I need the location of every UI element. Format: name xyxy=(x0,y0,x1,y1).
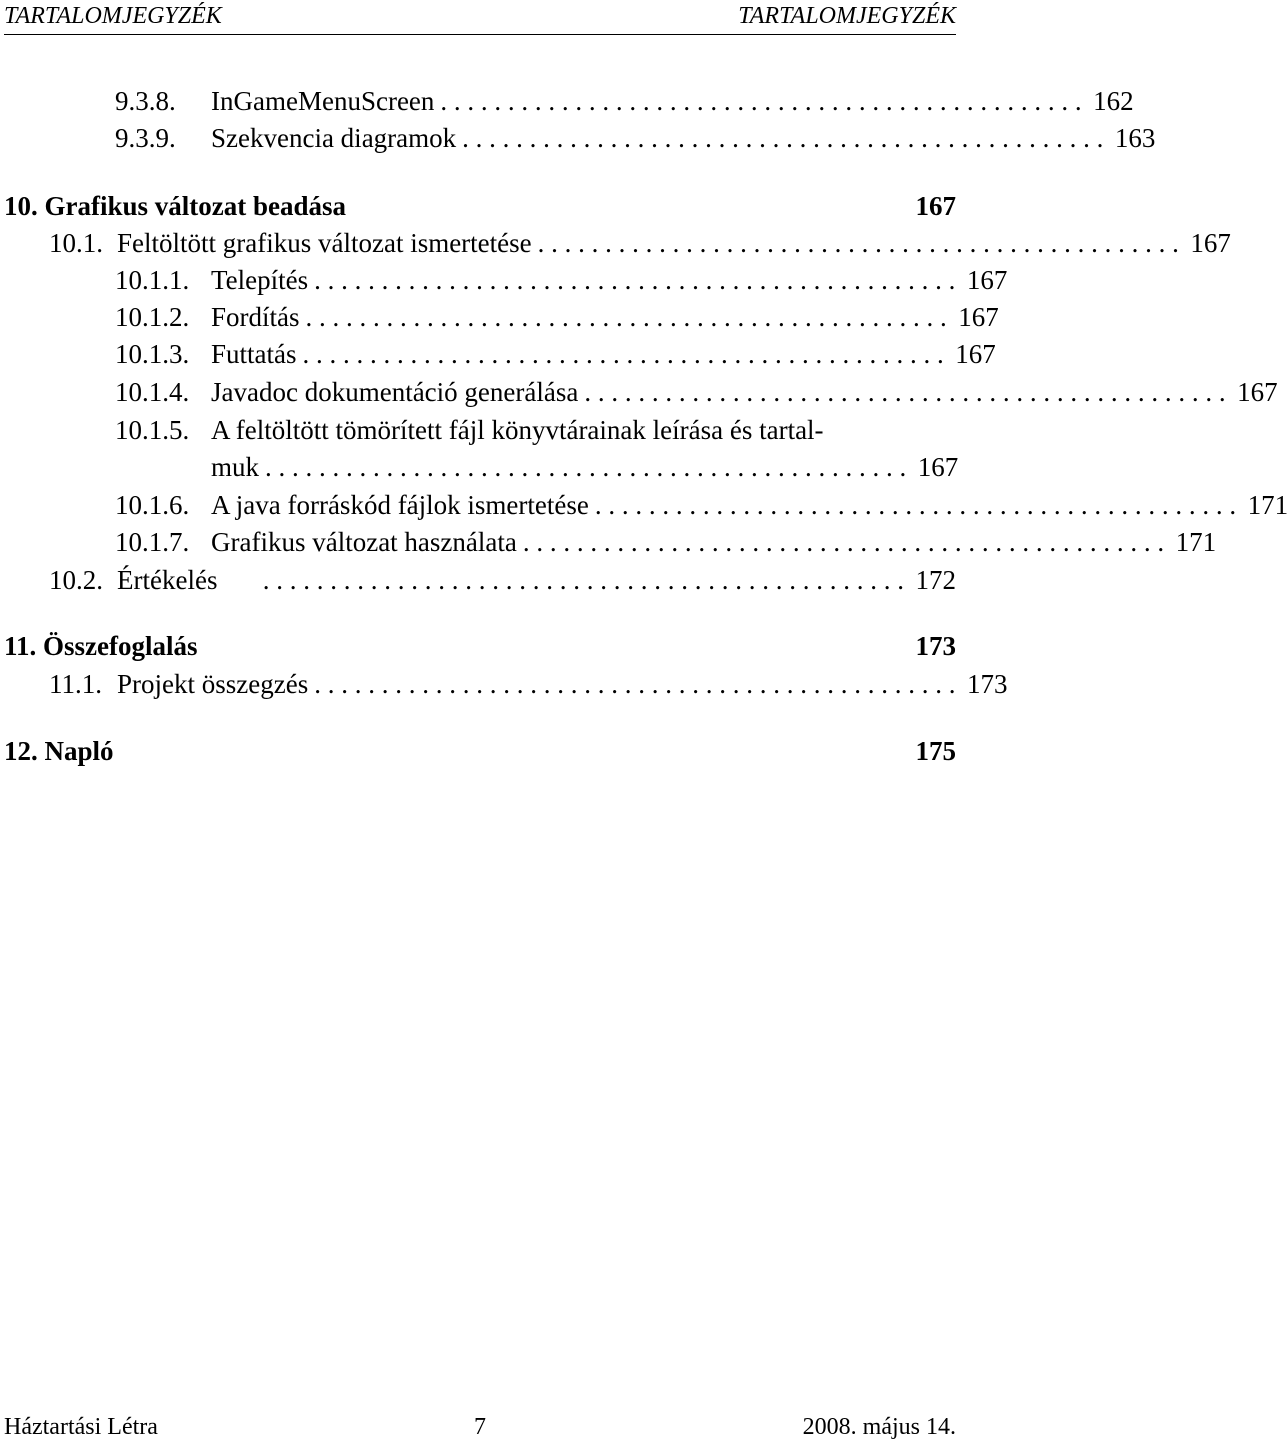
toc-entry-11-1[interactable] xyxy=(49,665,1008,703)
toc-page-number: 167 xyxy=(966,265,1008,295)
toc-title: Értékelés xyxy=(117,565,218,595)
toc-page-number: 167 xyxy=(1237,377,1278,407)
footer-title: Háztartási Létra xyxy=(4,1414,158,1440)
toc-chapter-12[interactable] xyxy=(4,732,956,770)
toc-page-number: 171 xyxy=(1175,527,1217,557)
chapter-title xyxy=(4,732,114,770)
chapter-number: 12. xyxy=(4,736,38,766)
toc-page-number: 172 xyxy=(915,565,956,595)
dot-leader: . . . . . . . . . . . . . . . . . . . . . . . . . . . . . . . . . . . . . . . . . . . . . . . . xyxy=(305,302,947,332)
dot-leader: . . . . . . . . . . . . . . . . . . . . . . . . . . . . . . . . . . . . . . . . . . . . . . . . xyxy=(314,669,956,699)
toc-number: 10.1.7. xyxy=(115,527,190,557)
toc-page-number: 163 xyxy=(1114,123,1156,153)
toc-entry-10-1-5-continued[interactable] xyxy=(211,448,959,486)
toc-page-number: 167 xyxy=(955,339,996,369)
toc-chapter-10[interactable] xyxy=(4,187,956,225)
toc-entry-10-2[interactable] xyxy=(49,561,956,599)
toc-entry-10-1-1[interactable] xyxy=(115,261,1008,299)
header-right: TARTALOMJEGYZÉK xyxy=(738,3,956,29)
toc-entry-10-1-4[interactable] xyxy=(115,373,1278,411)
toc-title: Fordítás xyxy=(211,302,300,332)
toc-chapter-11[interactable] xyxy=(4,627,956,665)
toc-number: 9.3.8. xyxy=(115,86,176,116)
chapter-number: 11. xyxy=(4,631,37,661)
toc-entry-9-3-9[interactable] xyxy=(115,119,1156,157)
toc-page-number: 167 xyxy=(958,302,999,332)
dot-leader: . . . . . . . . . . . . . . . . . . . . . . . . . . . . . . . . . . . . . . . . . . . . . . . . xyxy=(314,265,956,295)
chapter-name: Napló xyxy=(44,736,114,766)
footer-page-number: 7 xyxy=(474,1414,486,1440)
dot-leader: . . . . . . . . . . . . . . . . . . . . . . . . . . . . . . . . . . . . . . . . . . . . . . . . xyxy=(265,452,907,482)
toc-title: Javadoc dokumentáció generálása xyxy=(211,377,579,407)
toc-page-number: 175 xyxy=(915,736,956,766)
dot-leader: . . . . . . . . . . . . . . . . . . . . . . . . . . . . . . . . . . . . . . . . . . . . . . . . xyxy=(594,490,1237,520)
dot-leader: . . . . . . . . . . . . . . . . . . . . . . . . . . . . . . . . . . . . . . . . . . . . . . . . xyxy=(462,123,1104,153)
footer-date: 2008. május 14. xyxy=(802,1414,956,1440)
toc-title: Telepítés xyxy=(211,265,309,295)
toc-entry-10-1-3[interactable] xyxy=(115,335,996,373)
toc-title: Futtatás xyxy=(211,339,297,369)
toc-page-number: 171 xyxy=(1247,490,1288,520)
chapter-name: Összefoglalás xyxy=(43,631,198,661)
toc-number: 9.3.9. xyxy=(115,123,176,153)
toc-entry-10-1-2[interactable] xyxy=(115,298,999,336)
toc-title: Projekt összegzés xyxy=(117,669,309,699)
toc-title: Feltöltött grafikus változat ismertetése xyxy=(117,228,532,258)
toc-page-number: 162 xyxy=(1093,86,1134,116)
toc-page-number: 173 xyxy=(966,669,1008,699)
toc-number: 10.2. xyxy=(49,565,103,595)
running-header xyxy=(4,0,956,30)
dot-leader: . . . . . . . . . . . . . . . . . . . . . . . . . . . . . . . . . . . . . . . . . . . . . . . . xyxy=(522,527,1165,557)
toc-title: A java forráskód fájlok ismertetése xyxy=(211,490,589,520)
toc-title: Grafikus változat használata xyxy=(211,527,517,557)
dot-leader: . . . . . . . . . . . . . . . . . . . . . . . . . . . . . . . . . . . . . . . . . . . . . . . . xyxy=(537,228,1179,258)
chapter-title xyxy=(4,627,198,665)
chapter-name: Grafikus változat beadása xyxy=(44,191,347,221)
header-rule xyxy=(4,34,956,35)
toc-title: A feltöltött tömörített fájl könyvtárainak leírása és tartal- xyxy=(211,415,824,445)
running-footer xyxy=(4,1414,956,1444)
toc-number: 10.1.4. xyxy=(115,377,190,407)
dot-leader: . . . . . . . . . . . . . . . . . . . . . . . . . . . . . . . . . . . . . . . . . . . . . . . . xyxy=(440,86,1082,116)
dot-leader: . . . . . . . . . . . . . . . . . . . . . . . . . . . . . . . . . . . . . . . . . . . . . . . . xyxy=(262,565,904,595)
toc-entry-10-1[interactable] xyxy=(49,224,1231,262)
toc-title-continued: muk xyxy=(211,452,260,482)
header-left: TARTALOMJEGYZÉK xyxy=(4,3,222,29)
toc-page-number: 167 xyxy=(917,452,959,482)
dot-leader: . . . . . . . . . . . . . . . . . . . . . . . . . . . . . . . . . . . . . . . . . . . . . . . . xyxy=(302,339,944,369)
toc-entry-10-1-7[interactable] xyxy=(115,523,1217,561)
chapter-number: 10. xyxy=(4,191,38,221)
toc-entry-10-1-6[interactable] xyxy=(115,486,1288,524)
toc-title: Szekvencia diagramok xyxy=(211,123,457,153)
toc-title: InGameMenuScreen xyxy=(211,86,435,116)
toc-entry-9-3-8[interactable] xyxy=(115,82,1134,120)
toc-number: 11.1. xyxy=(49,669,102,699)
toc-number: 10.1.3. xyxy=(115,339,190,369)
toc-number: 10.1.5. xyxy=(115,415,190,445)
toc-number: 10.1.6. xyxy=(115,490,190,520)
dot-leader: . . . . . . . . . . . . . . . . . . . . . . . . . . . . . . . . . . . . . . . . . . . . . . . . xyxy=(584,377,1226,407)
toc-number: 10.1. xyxy=(49,228,103,258)
toc-page-number: 167 xyxy=(1190,228,1231,258)
toc-page-number: 167 xyxy=(915,191,956,221)
toc-page-number: 173 xyxy=(915,631,956,661)
toc-entry-10-1-5[interactable] xyxy=(115,411,956,449)
toc-number: 10.1.1. xyxy=(115,265,190,295)
chapter-title xyxy=(4,187,346,225)
toc-number: 10.1.2. xyxy=(115,302,190,332)
